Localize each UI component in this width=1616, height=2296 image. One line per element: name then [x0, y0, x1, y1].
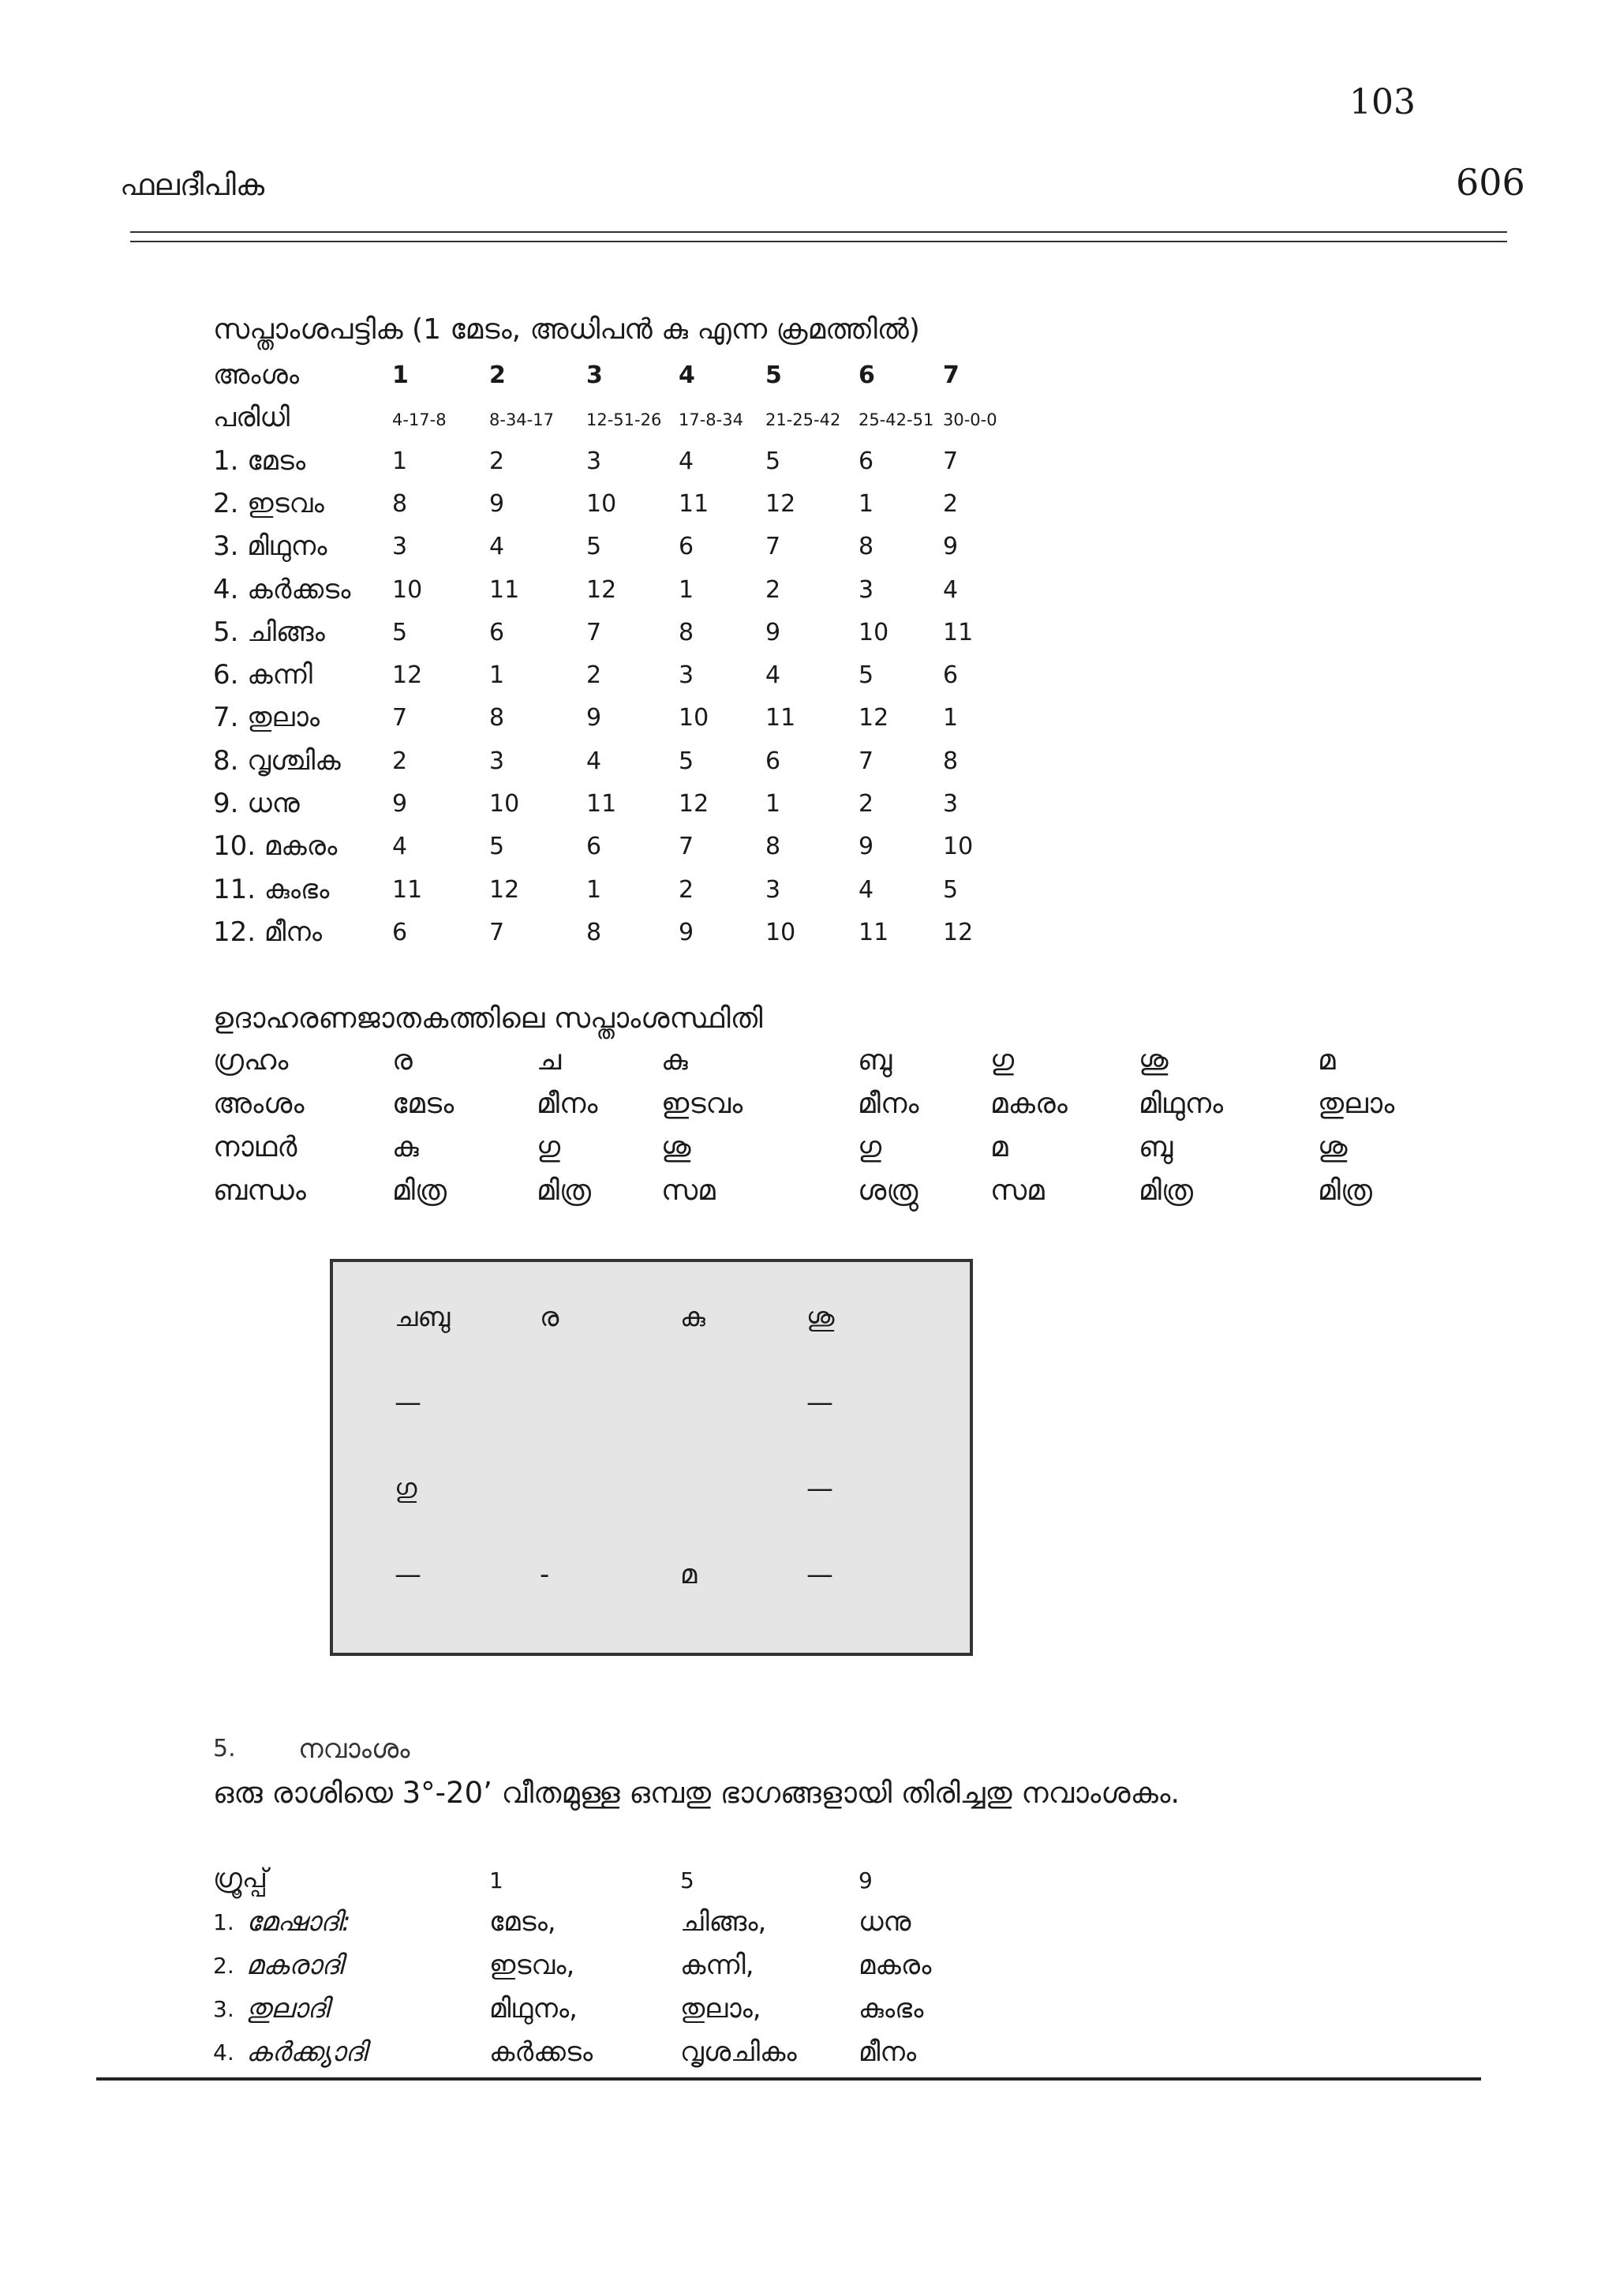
example-cell: മ [990, 1131, 1008, 1163]
table-cell: 11 [586, 790, 617, 818]
footer-rule [96, 2077, 1481, 2081]
table-cell: 5 [392, 618, 408, 646]
table-cell: 6 [489, 618, 505, 646]
group-sign: ഇടവം, [489, 1950, 575, 1981]
paridhi-label: പരിധി [213, 402, 290, 434]
chart-cell: ഗു [395, 1473, 417, 1504]
chart-cell: ചബു [395, 1302, 451, 1333]
chart-cell: — [395, 1387, 421, 1418]
paridhi-value: 12-51-26 [586, 410, 662, 430]
example-cell: ഗു [990, 1044, 1015, 1077]
table-cell: 10 [858, 618, 889, 646]
table-cell: 4 [765, 661, 781, 690]
group-number: 4. [213, 2039, 234, 2066]
rasi-label: 10. മകരം [213, 830, 338, 863]
example-row-label: ബന്ധം [213, 1174, 306, 1207]
table-cell: 1 [943, 704, 959, 732]
table-cell: 4 [858, 875, 874, 904]
rasi-label: 3. മിഥുനം [213, 530, 327, 563]
table-cell: 4 [679, 447, 694, 475]
chart-cell: - [540, 1559, 550, 1590]
paridhi-value: 21-25-42 [765, 410, 841, 430]
example-cell: ഇടവം [661, 1088, 743, 1120]
chart-cell: — [395, 1559, 421, 1590]
table-cell: 3 [679, 661, 694, 690]
table-cell: 6 [586, 833, 602, 861]
table-cell: 5 [943, 875, 959, 904]
group-name: തുലാദി [246, 1993, 329, 2024]
header-rule-top [130, 231, 1507, 233]
example-cell: മിഥുനം [1139, 1088, 1224, 1120]
table-cell: 1 [489, 661, 505, 690]
table-cell: 3 [489, 747, 505, 775]
rasi-label: 1. മേടം [213, 444, 306, 477]
table-cell: 12 [765, 489, 796, 518]
table-cell: 12 [943, 918, 974, 946]
table-cell: 7 [858, 747, 874, 775]
example-cell: മീനം [537, 1088, 598, 1120]
group-sign: ചിങ്ങം, [680, 1906, 767, 1938]
table-cell: 3 [586, 447, 602, 475]
amsa-number: 2 [489, 361, 506, 389]
chart-cell: — [806, 1473, 833, 1504]
example-cell: സമ [661, 1174, 716, 1207]
example-cell: മിത്ര [537, 1174, 591, 1207]
rasi-label: 7. തുലാം [213, 702, 320, 734]
amsa-label: അംശം [213, 359, 300, 391]
group-column-number: 9 [858, 1867, 873, 1893]
paridhi-value: 17-8-34 [679, 410, 743, 430]
example-row-label: ഗ്രഹം [213, 1044, 289, 1077]
chart-cell: — [806, 1559, 833, 1590]
paridhi-value: 25-42-51 [858, 410, 934, 430]
example-cell: ഗു [858, 1131, 882, 1163]
table-cell: 10 [943, 833, 974, 861]
table-cell: 10 [765, 918, 796, 946]
chart-cell: — [806, 1387, 833, 1418]
example-cell: മിത്ര [1139, 1174, 1193, 1207]
group-sign: കുംഭം [858, 1993, 924, 2024]
table-cell: 1 [392, 447, 408, 475]
table-cell: 10 [489, 790, 520, 818]
table-cell: 5 [858, 661, 874, 690]
table-cell: 2 [392, 747, 408, 775]
table-cell: 11 [943, 618, 974, 646]
group-name: മകരാദി [246, 1950, 343, 1981]
table-cell: 8 [858, 533, 874, 561]
table-cell: 6 [765, 747, 781, 775]
table-cell: 6 [679, 533, 694, 561]
group-sign: തുലാം, [680, 1993, 761, 2024]
table-cell: 7 [586, 618, 602, 646]
group-name: കർക്ക്യാദി [246, 2036, 367, 2068]
rasi-label: 6. കന്നി [213, 659, 312, 691]
table-cell: 5 [679, 747, 694, 775]
table-cell: 9 [765, 618, 781, 646]
table-cell: 10 [679, 704, 709, 732]
example-cell: ബു [858, 1044, 892, 1077]
table-cell: 8 [679, 618, 694, 646]
table-cell: 8 [943, 747, 959, 775]
group-header-label: ഗ്രൂപ്പ് [213, 1863, 267, 1894]
example-cell: മകരം [990, 1088, 1068, 1120]
paridhi-value: 8-34-17 [489, 410, 554, 430]
group-name: മേഷാദി: [246, 1906, 351, 1938]
amsa-number: 4 [679, 361, 695, 389]
rasi-label: 4. കർക്കടം [213, 573, 351, 605]
rasi-label: 5. ചിങ്ങം [213, 616, 325, 648]
table-cell: 3 [765, 875, 781, 904]
example-cell: ഗു [537, 1131, 561, 1163]
chart-cell: മ [680, 1559, 698, 1590]
saptamsa-chart-box [330, 1259, 973, 1656]
table-cell: 8 [392, 489, 408, 518]
table-cell: 12 [586, 575, 617, 604]
example-cell: മീനം [858, 1088, 919, 1120]
group-column-number: 5 [680, 1867, 694, 1893]
table-cell: 4 [392, 833, 408, 861]
section-title: നവാംശം [298, 1733, 410, 1765]
paridhi-value: 30-0-0 [943, 410, 997, 430]
table-cell: 11 [489, 575, 520, 604]
example-cell: ച [537, 1044, 562, 1077]
table-cell: 2 [765, 575, 781, 604]
chart-cell: ര [540, 1302, 559, 1333]
group-sign: മേടം, [489, 1906, 556, 1938]
chart-cell: ശു [806, 1302, 835, 1333]
group-number: 3. [213, 1996, 234, 2022]
table-cell: 7 [489, 918, 505, 946]
table-cell: 7 [765, 533, 781, 561]
table-cell: 5 [489, 833, 505, 861]
paridhi-value: 4-17-8 [392, 410, 447, 430]
table-cell: 8 [489, 704, 505, 732]
rasi-label: 2. ഇടവം [213, 487, 324, 519]
table-cell: 8 [765, 833, 781, 861]
example-cell: സമ [990, 1174, 1045, 1207]
group-sign: ധനു [858, 1906, 911, 1938]
table-cell: 1 [765, 790, 781, 818]
example-cell: കു [392, 1131, 419, 1163]
table-cell: 6 [943, 661, 959, 690]
example-cell: കു [661, 1044, 688, 1077]
example-cell: ര [392, 1044, 413, 1077]
example-cell: മ [1318, 1044, 1336, 1077]
example-cell: ശു [661, 1131, 691, 1163]
group-sign: മകരം [858, 1950, 932, 1981]
table-cell: 11 [858, 918, 889, 946]
example-table-title: ഉദാഹരണജാതകത്തിലെ സപ്താംശസ്ഥിതി [213, 1002, 763, 1035]
example-row-label: അംശം [213, 1088, 305, 1120]
table-cell: 1 [679, 575, 694, 604]
table-cell: 1 [858, 489, 874, 518]
table-cell: 3 [392, 533, 408, 561]
group-number: 1. [213, 1909, 234, 1935]
example-cell: മിത്ര [392, 1174, 447, 1207]
amsa-number: 1 [392, 361, 409, 389]
amsa-number: 5 [765, 361, 782, 389]
table-cell: 5 [765, 447, 781, 475]
table-cell: 9 [489, 489, 505, 518]
table-cell: 2 [943, 489, 959, 518]
table-cell: 10 [586, 489, 617, 518]
group-sign: മീനം [858, 2036, 917, 2068]
amsa-number: 3 [586, 361, 603, 389]
group-sign: കന്നി, [680, 1950, 754, 1981]
group-sign: മിഥുനം, [489, 1993, 578, 2024]
table-cell: 12 [858, 704, 889, 732]
example-cell: ശു [1139, 1044, 1169, 1077]
group-sign: വൃശചികം [680, 2036, 797, 2068]
table-cell: 11 [765, 704, 796, 732]
group-number: 2. [213, 1953, 234, 1979]
table-cell: 11 [679, 489, 709, 518]
running-title: ഫലദീപിക [120, 167, 265, 202]
chart-cell: കു [680, 1302, 705, 1333]
table-cell: 6 [858, 447, 874, 475]
table-cell: 4 [943, 575, 959, 604]
example-cell: ബു [1139, 1131, 1173, 1163]
group-sign: കർക്കടം [489, 2036, 593, 2068]
table-cell: 9 [679, 918, 694, 946]
example-cell: തുലാം [1318, 1088, 1395, 1120]
table-cell: 12 [679, 790, 709, 818]
page-number-top: 103 [1349, 82, 1416, 122]
amsa-number: 7 [943, 361, 960, 389]
table-cell: 5 [586, 533, 602, 561]
table-cell: 2 [586, 661, 602, 690]
table-cell: 10 [392, 575, 423, 604]
example-cell: ശത്രു [858, 1174, 918, 1207]
saptamsa-table-title: സപ്താംശപട്ടിക (1 മേടം, അധിപൻ കു എന്ന ക്രമത്തിൽ) [213, 313, 920, 346]
table-cell: 7 [943, 447, 959, 475]
table-cell: 7 [392, 704, 408, 732]
table-cell: 11 [392, 875, 423, 904]
table-cell: 9 [943, 533, 959, 561]
rasi-label: 11. കുംഭം [213, 873, 330, 905]
table-cell: 9 [392, 790, 408, 818]
table-cell: 2 [679, 875, 694, 904]
amsa-number: 6 [858, 361, 875, 389]
table-cell: 9 [586, 704, 602, 732]
section-number: 5. [213, 1735, 236, 1762]
rasi-label: 9. ധനു [213, 788, 300, 819]
table-cell: 9 [858, 833, 874, 861]
page-number: 606 [1456, 161, 1525, 204]
table-cell: 2 [489, 447, 505, 475]
table-cell: 8 [586, 918, 602, 946]
example-cell: മേടം [392, 1088, 454, 1120]
table-cell: 3 [858, 575, 874, 604]
header-rule-bottom [130, 241, 1507, 242]
example-cell: ശു [1318, 1131, 1348, 1163]
table-cell: 4 [489, 533, 505, 561]
navamsa-description: ഒരു രാശിയെ 3°-20’ വീതമുള്ള ഒമ്പതു ഭാഗങ്ങളായി തിരിച്ചതു നവാംശകം. [213, 1776, 1180, 1810]
table-cell: 12 [392, 661, 423, 690]
rasi-label: 12. മീനം [213, 916, 323, 948]
table-cell: 7 [679, 833, 694, 861]
example-row-label: നാഥർ [213, 1131, 297, 1163]
table-cell: 4 [586, 747, 602, 775]
table-cell: 6 [392, 918, 408, 946]
table-cell: 12 [489, 875, 520, 904]
table-cell: 1 [586, 875, 602, 904]
group-column-number: 1 [489, 1867, 503, 1893]
example-cell: മിത്ര [1318, 1174, 1372, 1207]
rasi-label: 8. വൃശ്ചിക [213, 744, 341, 777]
table-cell: 2 [858, 790, 874, 818]
table-cell: 3 [943, 790, 959, 818]
